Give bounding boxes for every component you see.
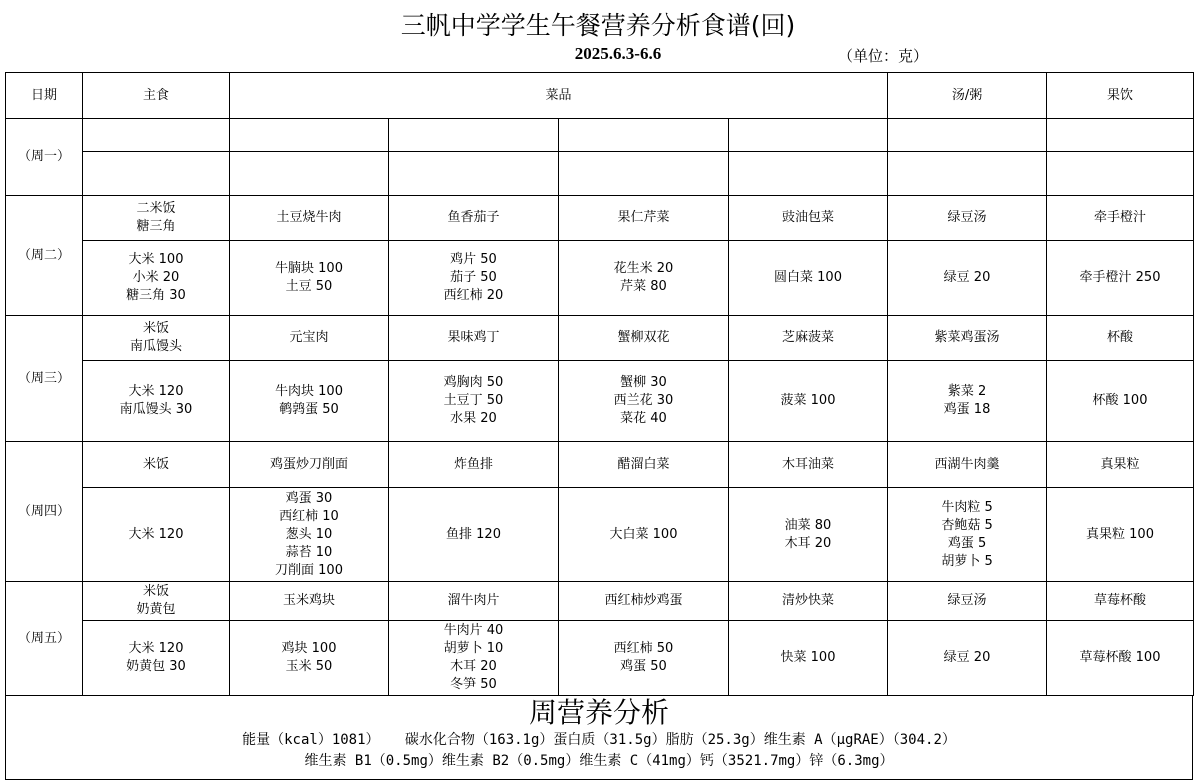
day-label: （周三） bbox=[6, 316, 83, 442]
drink-amount: 牵手橙汁 250 bbox=[1079, 270, 1161, 285]
friday-amounts-row bbox=[6, 621, 1194, 696]
drink-name: 杯酸 bbox=[1047, 316, 1194, 361]
menu-cell bbox=[389, 152, 559, 196]
protein-value: 蛋白质（31.5g） bbox=[553, 732, 666, 748]
drink-name: 草莓杯酸 bbox=[1047, 582, 1194, 621]
date-range: 2025.6.3-6.6 bbox=[574, 44, 662, 63]
fat-value: 脂肪（25.3g） bbox=[665, 732, 764, 748]
soup-name: 绿豆汤 bbox=[888, 196, 1047, 241]
menu-cell bbox=[729, 119, 888, 152]
dish-amount: 西红柿 50 鸡蛋 50 bbox=[613, 641, 674, 674]
dish-amount: 蟹柳 30 西兰花 30 菜花 40 bbox=[613, 375, 674, 426]
dish-amount: 大白菜 100 bbox=[609, 526, 678, 542]
dish-name: 鸡蛋炒刀削面 bbox=[230, 442, 389, 488]
calcium-value: 钙（3521.7mg） bbox=[699, 753, 810, 769]
dish-amount: 鸡片 50 茄子 50 西红柿 20 bbox=[443, 252, 504, 303]
zinc-value: 锌（6.3mg） bbox=[809, 753, 894, 769]
page-title: 三帆中学学生午餐营养分析食谱(回) bbox=[400, 11, 796, 40]
day-label: （周二） bbox=[6, 196, 83, 316]
header-date: 日期 bbox=[6, 73, 83, 119]
dish-amount: 圆白菜 100 bbox=[774, 270, 842, 285]
drink-amount: 真果粒 100 bbox=[1086, 526, 1154, 542]
energy-value: 能量（kcal）1081） bbox=[242, 732, 380, 748]
dish-name: 蟹柳双花 bbox=[559, 316, 729, 361]
dish-amount: 牛肉片 40 胡萝卜 10 木耳 20 冬笋 50 bbox=[443, 623, 504, 692]
soup-amount: 紫菜 2 鸡蛋 18 bbox=[943, 384, 991, 417]
staple-name: 米饭 奶黄包 bbox=[136, 584, 176, 617]
dish-amount: 菠菜 100 bbox=[780, 393, 836, 408]
dish-amount: 油菜 80 木耳 20 bbox=[784, 517, 832, 551]
tuesday-amounts-row bbox=[6, 241, 1194, 316]
monday-names-row bbox=[6, 119, 1194, 152]
header-staple: 主食 bbox=[83, 73, 230, 119]
vitamin-b1-value: 维生素 B1（0.5mg） bbox=[304, 753, 442, 769]
dish-name: 豉油包菜 bbox=[729, 196, 888, 241]
staple-name bbox=[83, 196, 230, 241]
drink-name: 真果粒 bbox=[1047, 442, 1194, 488]
dish-name: 元宝肉 bbox=[230, 316, 389, 361]
menu-cell bbox=[83, 152, 230, 196]
header-row bbox=[6, 73, 1194, 119]
menu-cell bbox=[888, 152, 1047, 196]
monday-amounts-row bbox=[6, 152, 1194, 196]
header-dishes: 菜品 bbox=[230, 73, 888, 119]
soup-name: 西湖牛肉羹 bbox=[888, 442, 1047, 488]
vitamin-b2-value: 维生素 B2（0.5mg） bbox=[441, 753, 580, 769]
staple-amount: 大米 120 bbox=[128, 526, 184, 542]
drink-amount: 草莓杯酸 100 bbox=[1079, 650, 1161, 665]
menu-cell bbox=[389, 119, 559, 152]
dish-name: 芝麻菠菜 bbox=[729, 316, 888, 361]
dish-amount: 牛腩块 100 土豆 50 bbox=[275, 261, 343, 294]
dish-amount: 鸡蛋 30 西红柿 10 葱头 10 蒜苔 10 刀削面 100 bbox=[275, 490, 343, 578]
dish-name: 清炒快菜 bbox=[729, 582, 888, 621]
vitamin-a-value: 维生素 A（μgRAE）（304.2） bbox=[763, 732, 956, 748]
unit-label: （单位：克） bbox=[838, 47, 929, 65]
menu-cell bbox=[559, 119, 729, 152]
dish-name: 炸鱼排 bbox=[389, 442, 559, 488]
staple-amount: 大米 120 南瓜馒头 30 bbox=[119, 384, 193, 417]
dish-name: 土豆烧牛肉 bbox=[230, 196, 389, 241]
wednesday-names-row bbox=[6, 316, 1194, 361]
drink-amount: 杯酸 100 bbox=[1092, 393, 1148, 408]
drink-name: 牵手橙汁 bbox=[1047, 196, 1194, 241]
menu-cell bbox=[888, 119, 1047, 152]
dish-name: 果味鸡丁 bbox=[389, 316, 559, 361]
dish-name: 木耳油菜 bbox=[729, 442, 888, 488]
summary-title: 周营养分析 bbox=[528, 696, 669, 729]
dish-name: 鱼香茄子 bbox=[389, 196, 559, 241]
staple-name: 米饭 南瓜馒头 bbox=[129, 321, 182, 354]
menu-cell bbox=[559, 152, 729, 196]
dish-name: 醋溜白菜 bbox=[559, 442, 729, 488]
dish-amount: 鱼排 120 bbox=[446, 526, 501, 542]
carbs-value: 碳水化合物（163.1g） bbox=[404, 732, 554, 748]
staple-amount: 大米 120 奶黄包 30 bbox=[126, 641, 186, 674]
dish-amount: 鸡块 100 玉米 50 bbox=[281, 641, 337, 674]
soup-amount: 绿豆 20 bbox=[943, 650, 991, 665]
friday-names-row bbox=[6, 582, 1194, 621]
header-fruit: 果饮 bbox=[1047, 73, 1194, 119]
header-soup: 汤/粥 bbox=[888, 73, 1047, 119]
menu-cell bbox=[230, 152, 389, 196]
menu-cell bbox=[230, 119, 389, 152]
day-label: （周一） bbox=[6, 119, 83, 196]
menu-cell bbox=[1047, 152, 1194, 196]
soup-amount: 绿豆 20 bbox=[943, 270, 991, 285]
staple-name-text: 二米饭 糖三角 bbox=[136, 201, 176, 234]
menu-cell bbox=[729, 152, 888, 196]
thursday-amounts-row bbox=[6, 488, 1194, 582]
menu-cell bbox=[1047, 119, 1194, 152]
menu-table bbox=[5, 72, 1194, 696]
soup-name: 紫菜鸡蛋汤 bbox=[888, 316, 1047, 361]
vitamin-c-value: 维生素 C（41mg） bbox=[579, 753, 700, 769]
day-label: （周五） bbox=[6, 582, 83, 696]
tuesday-names-row bbox=[6, 196, 1194, 241]
dish-name: 西红柿炒鸡蛋 bbox=[559, 582, 729, 621]
staple-amount: 大米 100 小米 20 糖三角 30 bbox=[126, 252, 186, 303]
soup-amount: 牛肉粒 5 杏鲍菇 5 鸡蛋 5 胡萝卜 5 bbox=[941, 499, 993, 569]
summary-line-1 bbox=[6, 730, 1192, 751]
soup-name: 绿豆汤 bbox=[888, 582, 1047, 621]
dish-name: 玉米鸡块 bbox=[230, 582, 389, 621]
dish-amount: 牛肉块 100 鹌鹑蛋 50 bbox=[275, 384, 343, 417]
dish-name: 果仁芹菜 bbox=[559, 196, 729, 241]
day-label: （周四） bbox=[6, 442, 83, 582]
menu-cell bbox=[83, 119, 230, 152]
dish-name: 溜牛肉片 bbox=[389, 582, 559, 621]
dish-amount: 鸡胸肉 50 土豆丁 50 水果 20 bbox=[443, 375, 504, 426]
dish-amount: 快菜 100 bbox=[780, 650, 836, 665]
wednesday-amounts-row bbox=[6, 361, 1194, 442]
nutrition-summary bbox=[5, 695, 1193, 780]
summary-line-2 bbox=[6, 751, 1192, 772]
staple-name: 米饭 bbox=[83, 442, 230, 488]
thursday-names-row bbox=[6, 442, 1194, 488]
dish-amount: 花生米 20 芹菜 80 bbox=[613, 261, 674, 294]
